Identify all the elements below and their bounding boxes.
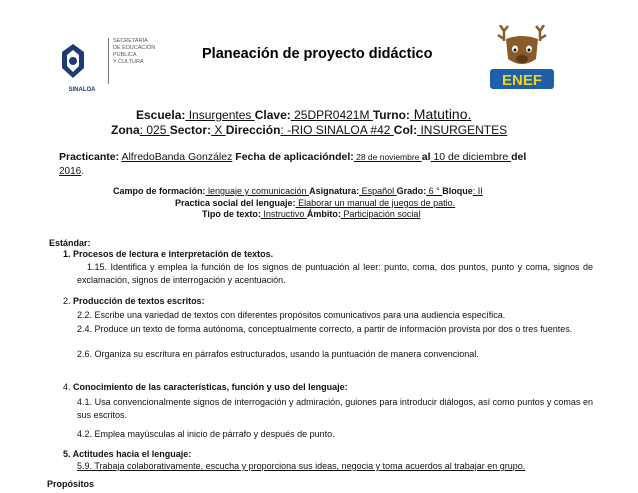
enef-logo-text: ENEF: [501, 72, 543, 89]
tipo-value: Instructivo: [260, 209, 307, 219]
sep-logo-text: SECRETARÍA DE EDUCACIÓN PÚBLICA Y CULTURA: [108, 38, 176, 84]
zona-label: Zona: [111, 123, 140, 137]
ambito-value: Participación social: [340, 209, 421, 219]
fecha-label: Fecha de aplicacióndel:: [235, 151, 354, 163]
escuela-value: Insurgentes: [185, 108, 255, 122]
practicante-name: AlfredoBanda González: [121, 151, 233, 163]
col-value: INSURGENTES: [417, 123, 508, 137]
sector-label: Sector:: [169, 123, 212, 137]
bloque-value: : II: [472, 186, 483, 196]
grado-value: 6 °: [426, 186, 443, 196]
direccion-value: : -RIO SINALOA #42: [280, 123, 394, 137]
standard-2-2: 2.2. Escribe una variedad de textos con diferentes propósitos comunicativos para una audiencia específica.: [77, 310, 506, 320]
practica-row: [175, 198, 455, 208]
clave-label: Clave:: [254, 108, 291, 122]
practicante-label: Practicante:: [59, 151, 120, 163]
al-label: al: [421, 151, 431, 163]
turno-value: Matutino.: [409, 106, 472, 122]
standard-2-4: 2.4. Produce un texto de forma autónoma, conceptualmente correcto, a partir de información provista por dos o tres fuentes.: [77, 324, 573, 334]
year-row: [59, 166, 84, 177]
asignatura-label: Asignatura:: [309, 186, 360, 196]
fecha-start: 28 de noviembre: [353, 152, 422, 162]
section-2-heading: [63, 296, 205, 306]
grado-label: Grado:: [396, 186, 427, 196]
section-4-title: Conocimiento de las características, función y uso del lenguaje:: [73, 382, 348, 392]
escuela-label: Escuela:: [136, 108, 186, 122]
clave-value: 25DPR0421M: [290, 108, 373, 122]
year-value: 2016: [59, 166, 82, 177]
tipo-label: Tipo de texto:: [202, 209, 261, 219]
section-2-title: Producción de textos escritos:: [73, 296, 205, 306]
tipo-row: [202, 209, 420, 219]
standard-4-1: 4.1. Usa convencionalmente signos de interrogación y admiración, guiones para introducir diálogos, así como puntos y comas en sus escritos.: [77, 397, 593, 420]
estandar-label: Estándar:: [49, 238, 91, 248]
sector-value: X: [211, 123, 226, 137]
year-tail: .: [81, 166, 85, 177]
practica-value: Elaborar un manual de juegos de patio.: [295, 198, 456, 208]
zona-value: : 025: [139, 123, 170, 137]
campo-row: [113, 186, 483, 196]
standard-5-9: 5.9. Trabaja colaborativamente, escucha y proporciona sus ideas, negocia y toma acuerdos al trabajar en grupo.: [77, 461, 526, 471]
section-1-heading: 1. Procesos de lectura e interpretación de textos.: [63, 249, 274, 259]
section-4-number: 4.: [63, 382, 71, 392]
turno-label: Turno:: [372, 108, 410, 122]
practicante-row: [59, 151, 526, 163]
fecha-end: 10 de diciembre: [430, 151, 512, 163]
zone-row: [111, 123, 507, 137]
document-title: Planeación de proyecto didáctico: [202, 46, 433, 62]
col-label: Col:: [393, 123, 418, 137]
asignatura-value: Español: [359, 186, 397, 196]
section-5-heading: 5. Actitudes hacia el lenguaje:: [63, 449, 192, 459]
sinaloa-seal-icon: [48, 40, 98, 84]
ambito-label: Ámbito:: [306, 209, 341, 219]
section-2-number: 2.: [63, 296, 71, 306]
sinaloa-sep-logo: [48, 38, 173, 93]
campo-value: lenguaje y comunicación: [205, 186, 310, 196]
school-row: [136, 106, 471, 122]
bloque-label: Bloque: [442, 186, 473, 196]
propositos-label: Propósitos: [47, 479, 95, 489]
sinaloa-logo-label: SINALOA: [68, 87, 96, 93]
standard-4-2: 4.2. Emplea mayúsculas al inicio de párrafo y después de punto.: [77, 429, 335, 439]
del-label: del: [511, 151, 527, 163]
campo-label: Campo de formación:: [113, 186, 206, 196]
practica-label: Practica social del lenguaje:: [175, 198, 296, 208]
standard-2-6: 2.6. Organiza su escritura en párrafos estructurados, usando la puntuación de manera convencional.: [77, 349, 479, 359]
direccion-label: Dirección: [225, 123, 281, 137]
standard-1-15: 1.15. Identifica y emplea la función de los signos de puntuación al leer: punto, coma, dos puntos, punto y coma, signos de exclamación, signos de interrogación y acentuación.: [77, 262, 593, 285]
enef-deer-logo: [486, 25, 558, 97]
section-4-heading: [63, 382, 348, 392]
